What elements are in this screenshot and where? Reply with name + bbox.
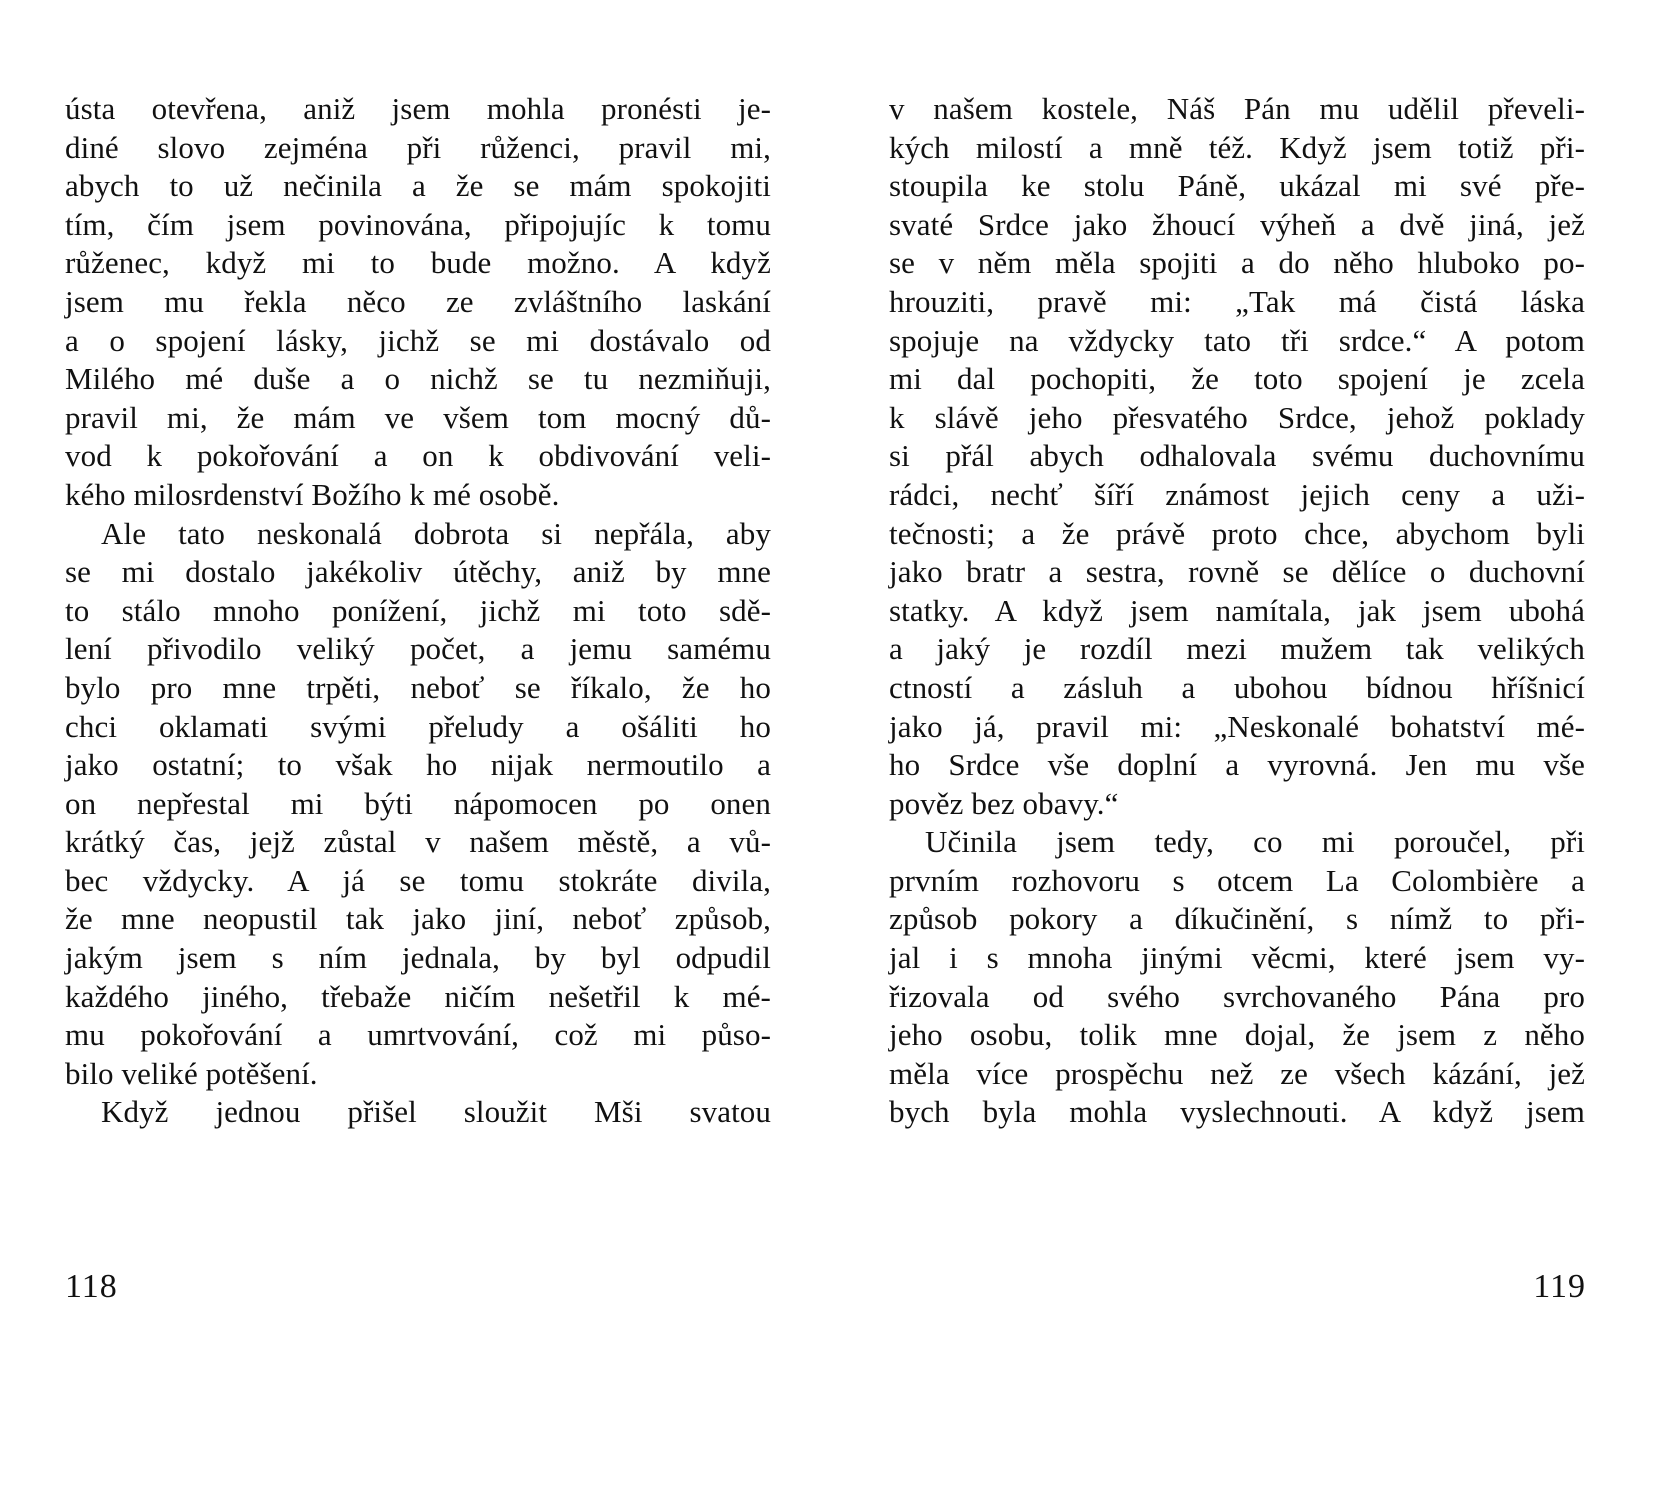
text-line: jsem mu řekla něco ze zvláštního laskání <box>65 283 771 319</box>
text-line: způsob pokory a díkučinění, s nímž to při- <box>889 901 1585 937</box>
right-page <box>827 0 1654 1500</box>
text-line: bych byla mohla vyslechnouti. A když jsem <box>889 1094 1585 1130</box>
text-line: jal i s mnoha jinými věcmi, které jsem vy- <box>889 940 1585 976</box>
text-line: k slávě jeho přesvatého Srdce, jehož poklady <box>889 399 1585 435</box>
text-line: růženec, když mi to bude možno. A když <box>65 245 771 281</box>
text-line: diné slovo zejména při růženci, pravil mi, <box>65 129 771 165</box>
text-line: měla více prospěchu než ze všech kázání, jež <box>889 1055 1585 1091</box>
text-line: lení přivodilo veliký počet, a jemu samému <box>65 631 771 667</box>
text-line: jako bratr a sestra, rovně se dělíce o duchovní <box>889 554 1585 590</box>
text-line: to stálo mnoho ponížení, jichž mi toto sdě- <box>65 592 771 628</box>
text-line: ústa otevřena, aniž jsem mohla pronésti je- <box>65 91 771 126</box>
text-line: pověz bez obavy.“ <box>889 785 1119 821</box>
text-line: prvním rozhovoru s otcem La Colombière a <box>889 862 1585 898</box>
text-line: bylo pro mne trpěti, neboť se říkalo, že ho <box>65 669 771 705</box>
text-line: stoupila ke stolu Páně, ukázal mi své pře- <box>889 168 1585 204</box>
text-line: se v něm měla spojiti a do něho hluboko po- <box>889 245 1585 281</box>
text-line: a o spojení lásky, jichž se mi dostávalo od <box>65 322 771 358</box>
text-line: Milého mé duše a o nichž se tu nezmiňuji, <box>65 361 771 397</box>
text-line: tím, čím jsem povinována, připojujíc k tomu <box>65 206 771 242</box>
text-line: jakým jsem s ním jednala, by byl odpudil <box>65 940 771 976</box>
text-line: jeho osobu, tolik mne dojal, že jsem z něho <box>889 1017 1585 1053</box>
text-line: on nepřestal mi býti nápomocen po onen <box>65 785 771 821</box>
paragraph-start-line: Ale tato neskonalá dobrota si nepřála, aby <box>101 515 771 551</box>
paragraph-start-line: Když jednou přišel sloužit Mši svatou <box>101 1094 771 1130</box>
page-number-left: 118 <box>65 1268 118 1305</box>
text-line: abych to už nečinila a že se mám spokojiti <box>65 168 771 204</box>
text-line: svaté Srdce jako žhoucí výheň a dvě jiná, jež <box>889 206 1585 242</box>
text-line: řizovala od svého svrchovaného Pána pro <box>889 978 1585 1014</box>
text-line: jako ostatní; to však ho nijak nermoutilo a <box>65 747 771 783</box>
text-line: každého jiného, třebaže ničím nešetřil k mé- <box>65 978 771 1014</box>
text-line: hrouziti, pravě mi: „Tak má čistá láska <box>889 283 1585 319</box>
text-line: chci oklamati svými přeludy a ošáliti ho <box>65 708 771 744</box>
text-line: bilo veliké potěšení. <box>65 1055 318 1091</box>
page-number-right: 119 <box>1533 1268 1586 1305</box>
text-line: kých milostí a mně též. Když jsem totiž při- <box>889 129 1585 165</box>
text-line: ho Srdce vše doplní a vyrovná. Jen mu vše <box>889 747 1585 783</box>
text-line: spojuje na vždycky tato tři srdce.“ A potom <box>889 322 1585 358</box>
text-line: že mne neopustil tak jako jiní, neboť způsob, <box>65 901 771 937</box>
text-line: jako já, pravil mi: „Neskonalé bohatství mé- <box>889 708 1585 744</box>
text-line: tečnosti; a že právě proto chce, abychom byli <box>889 515 1585 551</box>
text-line: vod k pokořování a on k obdivování veli- <box>65 438 771 474</box>
paragraph-start-line: Učinila jsem tedy, co mi poroučel, při <box>925 824 1585 860</box>
left-page-text-column <box>65 90 771 1132</box>
right-page-text-column <box>889 90 1585 1132</box>
text-line: krátký čas, jejž zůstal v našem městě, a vů- <box>65 824 771 860</box>
text-line: rádci, nechť šíří známost jejich ceny a uži- <box>889 476 1585 512</box>
text-line: mu pokořování a umrtvování, což mi půso- <box>65 1017 771 1053</box>
text-line: statky. A když jsem namítala, jak jsem ubohá <box>889 592 1585 628</box>
text-line: mi dal pochopiti, že toto spojení je zcela <box>889 361 1585 397</box>
text-line: bec vždycky. A já se tomu stokráte divila, <box>65 862 771 898</box>
text-line: a jaký je rozdíl mezi mužem tak velikých <box>889 631 1585 667</box>
text-line: si přál abych odhalovala svému duchovnímu <box>889 438 1585 474</box>
text-line: pravil mi, že mám ve všem tom mocný dů- <box>65 399 771 435</box>
text-line: ctností a zásluh a ubohou bídnou hříšnicí <box>889 669 1585 705</box>
text-line: v našem kostele, Náš Pán mu udělil převeli- <box>889 91 1585 126</box>
text-line: kého milosrdenství Božího k mé osobě. <box>65 476 560 512</box>
text-line: se mi dostalo jakékoliv útěchy, aniž by mne <box>65 554 771 590</box>
